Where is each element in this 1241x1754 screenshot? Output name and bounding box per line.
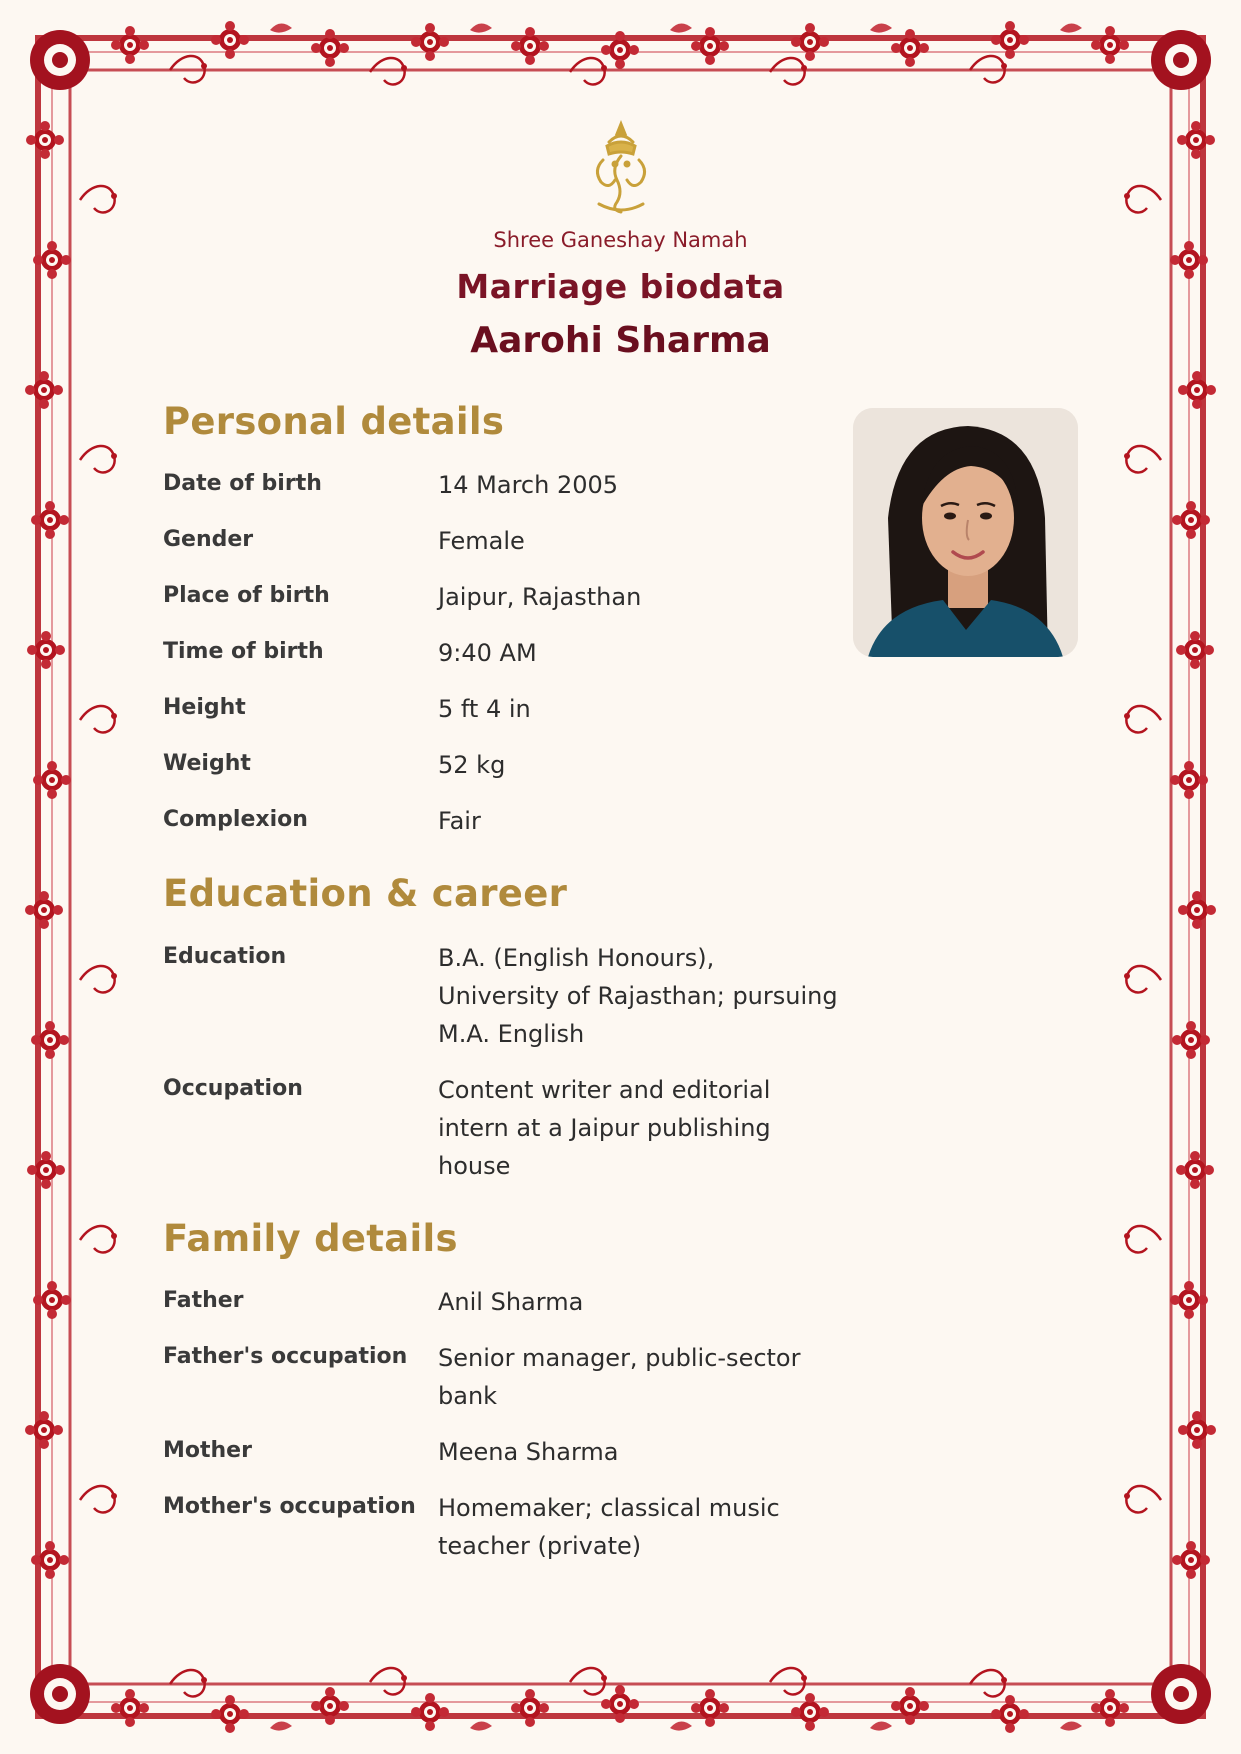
detail-row-weight [163,746,863,784]
detail-label: Gender [163,527,254,553]
section-education-career [163,872,863,1184]
detail-label: Mother [163,1438,252,1464]
detail-label: Place of birth [163,583,330,609]
detail-row-mother [163,1433,863,1471]
detail-row-education [163,939,863,1053]
section-title: Family details [163,1216,458,1260]
detail-value: B.A. (English Honours), University of Rajasthan; pursuing M.A. English [438,943,838,1048]
detail-value: Female [438,527,525,556]
detail-row-height [163,690,863,728]
detail-value: Content writer and editorial intern at a Jaipur publishing house [438,1075,771,1180]
detail-label: Father [163,1288,244,1314]
detail-row-father [163,1283,863,1321]
profile-photo [853,408,1078,657]
detail-label: Education [163,943,287,969]
detail-value: Senior manager, public-sector bank [438,1344,801,1411]
detail-row-occupation [163,1071,863,1185]
section-family-details [163,1217,863,1565]
detail-value: 5 ft 4 in [438,695,531,724]
detail-row-complexion [163,802,863,840]
detail-row-date-of-birth [163,466,863,504]
detail-value: Jaipur, Rajasthan [438,583,642,612]
detail-value: 52 kg [438,751,506,780]
detail-value: 14 March 2005 [438,471,619,500]
detail-value: Meena Sharma [438,1438,619,1467]
detail-row-time-of-birth [163,634,863,672]
detail-row-mother-s-occupation [163,1489,863,1565]
person-name: Aarohi Sharma [470,319,771,361]
detail-label: Mother's occupation [163,1494,416,1520]
invocation-text: Shree Ganeshay Namah [493,228,748,252]
detail-label: Date of birth [163,471,322,497]
header [0,120,1241,362]
detail-label: Father's occupation [163,1344,408,1370]
detail-label: Complexion [163,807,308,833]
detail-row-father-s-occupation [163,1339,863,1415]
detail-label: Weight [163,751,251,777]
detail-value: 9:40 AM [438,639,537,668]
section-personal-details [163,400,863,840]
detail-row-gender [163,522,863,560]
ganesha-emblem-icon [581,120,661,218]
biodata-content [163,400,863,1583]
detail-value: Anil Sharma [438,1288,584,1317]
detail-value: Fair [438,807,481,836]
section-title: Personal details [163,400,505,443]
detail-row-place-of-birth [163,578,863,616]
document-title: Marriage biodata [456,267,785,307]
section-title: Education & career [163,872,568,916]
detail-value: Homemaker; classical music teacher (private) [438,1494,780,1561]
detail-label: Occupation [163,1075,303,1101]
detail-label: Height [163,695,246,721]
detail-label: Time of birth [163,639,324,665]
